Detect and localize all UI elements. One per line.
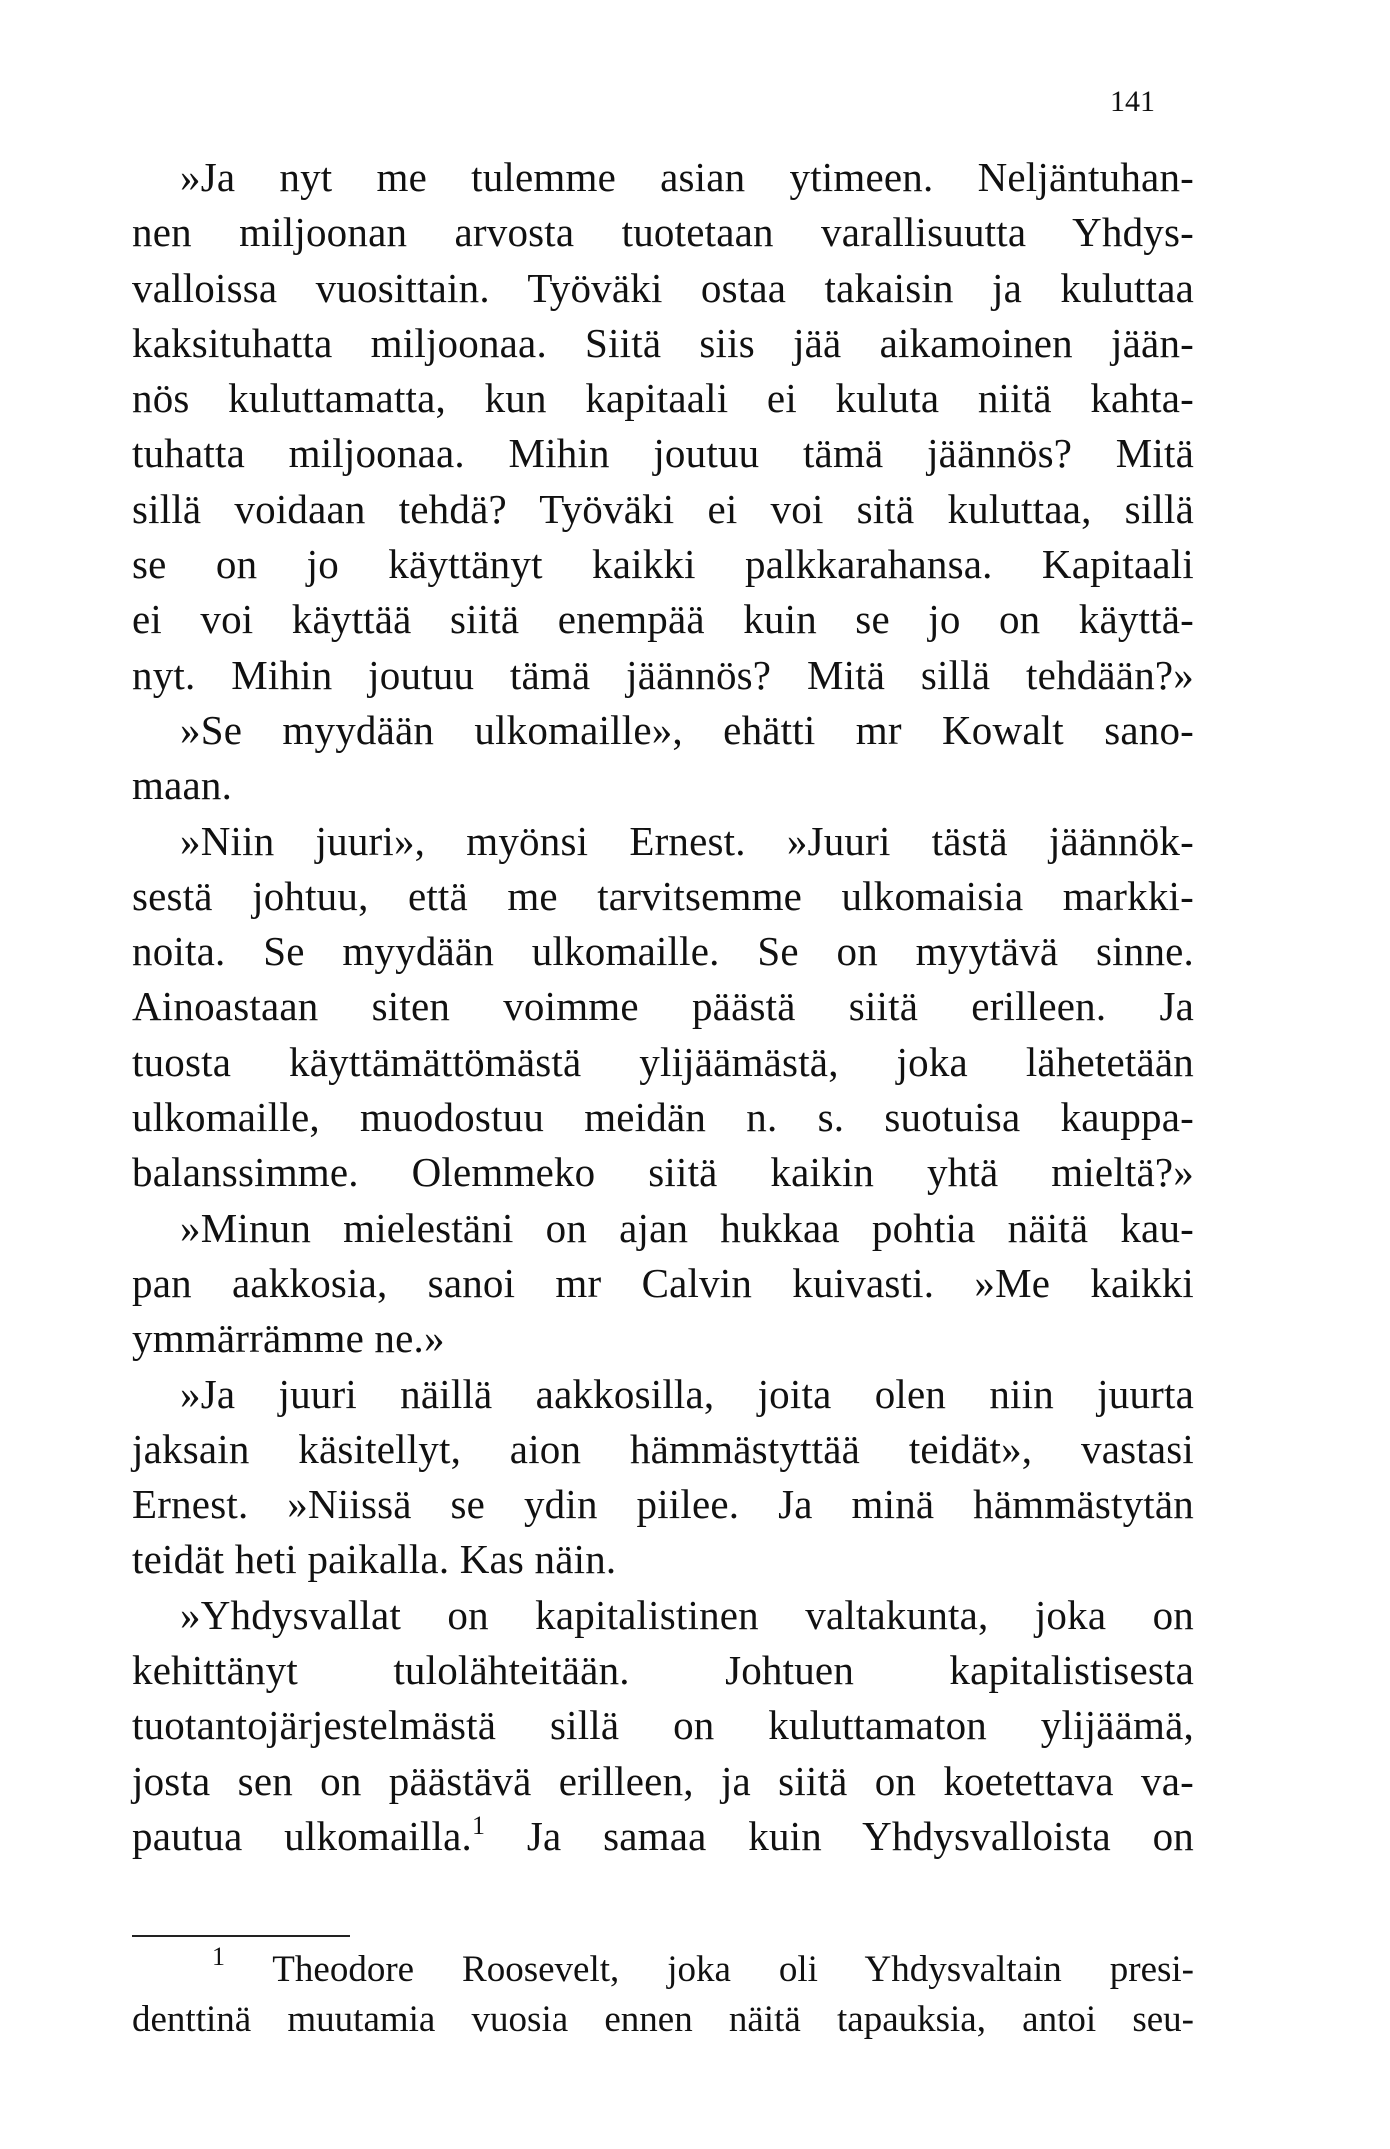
footnote-line — [132, 1942, 1194, 1995]
footnote — [132, 1942, 1194, 2045]
text-line: ulkomaille, muodostuu meidän n. s. suotuisa kauppa- — [132, 1094, 1194, 1141]
text-fragment: Ja samaa kuin Yhdysvalloista on — [526, 1812, 1194, 1859]
text-line: maan. — [132, 762, 233, 809]
text-line: »Se myydään ulkomaille», ehätti mr Kowalt sano- — [180, 706, 1194, 753]
text-line: tuotantojärjestelmästä sillä on kuluttamaton ylijäämä, — [132, 1702, 1194, 1749]
body-text — [132, 150, 1194, 1864]
text-line: balanssimme. Olemmeko siitä kaikin yhtä mieltä?» — [132, 1149, 1194, 1196]
text-line: nen miljoonan arvosta tuotetaan varallisuutta Yhdys- — [132, 209, 1194, 256]
text-line: kaksituhatta miljoonaa. Siitä siis jää aikamoinen jään- — [132, 319, 1194, 366]
text-line: »Minun mielestäni on ajan hukkaa pohtia näitä kau- — [180, 1204, 1194, 1251]
footnote-divider — [132, 1935, 350, 1937]
text-line: jaksain käsitellyt, aion hämmästyttää teidät», vastasi — [132, 1425, 1194, 1472]
text-line: Ainoastaan siten voimme päästä siitä erilleen. Ja — [132, 983, 1194, 1030]
text-line: ymmärrämme ne.» — [132, 1315, 445, 1362]
text-line — [132, 1809, 1194, 1864]
text-line: »Niin juuri», myönsi Ernest. »Juuri tästä jäännök- — [180, 817, 1194, 864]
text-line: ei voi käyttää siitä enempää kuin se jo on käyttä- — [132, 596, 1194, 643]
text-line: Ernest. »Niissä se ydin piilee. Ja minä hämmästytän — [132, 1481, 1194, 1528]
text-line: noita. Se myydään ulkomaille. Se on myytävä sinne. — [132, 928, 1194, 975]
text-fragment: pautua ulkomailla. — [132, 1812, 472, 1859]
text-line: teidät heti paikalla. Kas näin. — [132, 1536, 617, 1583]
text-line: kehittänyt tulolähteitään. Johtuen kapitalistisesta — [132, 1647, 1194, 1694]
text-line: pan aakkosia, sanoi mr Calvin kuivasti. »Me kaikki — [132, 1259, 1194, 1306]
text-line: nyt. Mihin joutuu tämä jäännös? Mitä sillä tehdään?» — [132, 651, 1194, 698]
footnote-marker: 1 — [212, 1942, 225, 1971]
text-line: sestä johtuu, että me tarvitsemme ulkomaisia markki- — [132, 872, 1194, 919]
text-line: sillä voidaan tehdä? Työväki ei voi sitä kuluttaa, sillä — [132, 485, 1194, 532]
text-line: nös kuluttamatta, kun kapitaali ei kuluta niitä kahta- — [132, 375, 1194, 422]
text-line: valloissa vuosittain. Työväki ostaa takaisin ja kuluttaa — [132, 264, 1194, 311]
text-line: josta sen on päästävä erilleen, ja siitä on koetettava va- — [132, 1757, 1194, 1804]
text-line: »Ja nyt me tulemme asian ytimeen. Neljäntuhan- — [180, 154, 1194, 200]
page-number: 141 — [1110, 85, 1155, 118]
text-line: tuosta käyttämättömästä ylijäämästä, joka lähetetään — [132, 1038, 1194, 1085]
footnote-line: denttinä muutamia vuosia ennen näitä tapauksia, antoi seu- — [132, 1999, 1194, 2040]
footnote-text: Theodore Roosevelt, joka oli Yhdysvaltain presi- — [272, 1949, 1194, 1990]
text-line: »Ja juuri näillä aakkosilla, joita olen niin juurta — [180, 1370, 1194, 1417]
text-line: se on jo käyttänyt kaikki palkkarahansa. Kapitaali — [132, 541, 1194, 588]
text-line: »Yhdysvallat on kapitalistinen valtakunta, joka on — [180, 1591, 1194, 1638]
footnote-reference: 1 — [471, 1810, 486, 1840]
text-line: tuhatta miljoonaa. Mihin joutuu tämä jäännös? Mitä — [132, 430, 1194, 477]
